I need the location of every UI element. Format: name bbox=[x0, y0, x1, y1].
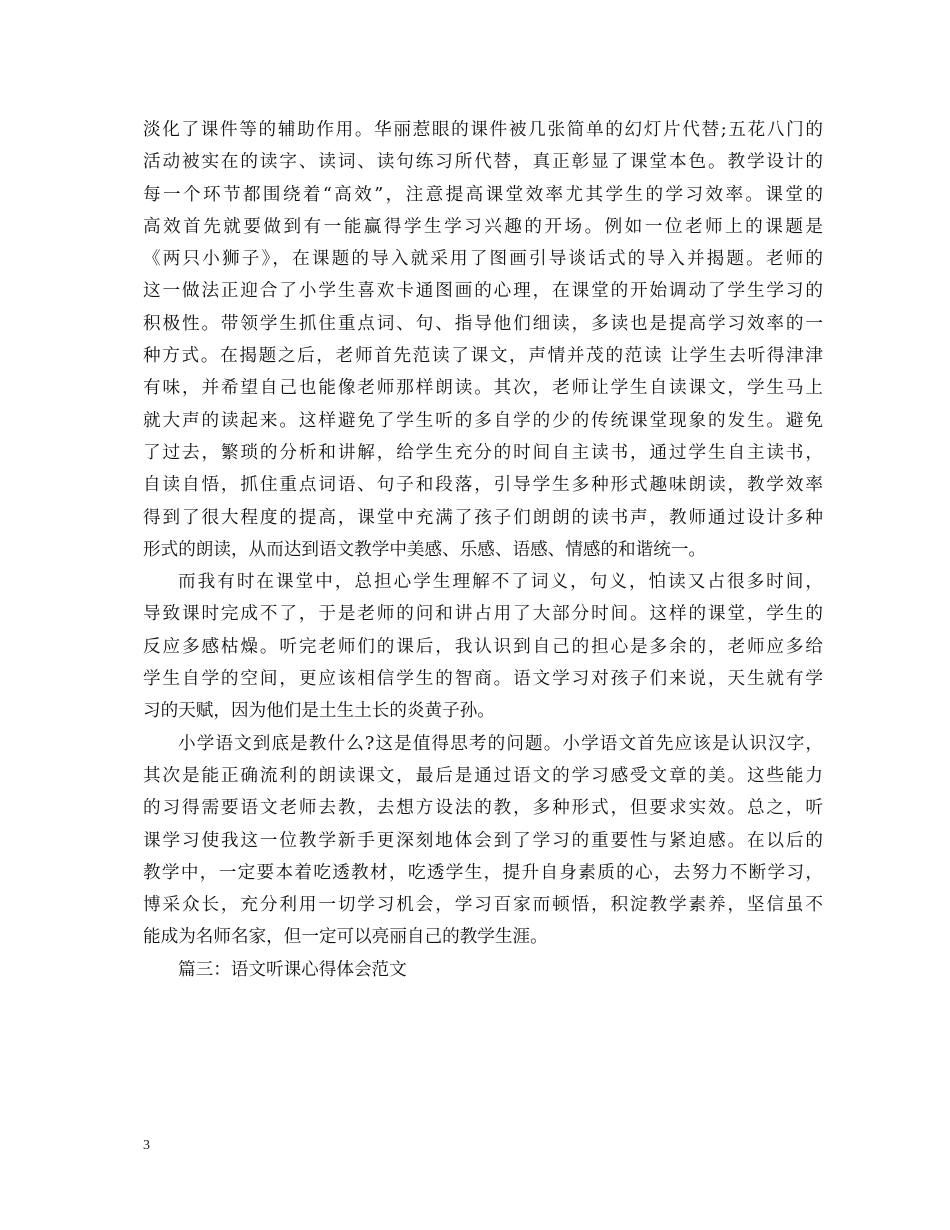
text-line: 这一做法正迎合了小学生喜欢卡通图画的心理，在课堂的开始调动了学生学习的 bbox=[143, 281, 823, 302]
page-number: 3 bbox=[143, 1138, 150, 1153]
text-line: 导致课时完成不了，于是老师的问和讲占用了大部分时间。这样的课堂，学生的 bbox=[143, 604, 823, 625]
text-line: 自读自悟，抓住重点词语、句子和段落，引导学生多种形式趣味朗读，教学效率 bbox=[143, 475, 823, 496]
text-line: 小学语文到底是教什么?这是值得思考的问题。小学语文首先应该是认识汉字， bbox=[178, 733, 823, 754]
paragraph bbox=[143, 566, 823, 727]
text-line: 《两只小狮子》，在课题的导入就采用了图画引导谈话式的导入并揭题。老师的 bbox=[143, 249, 823, 270]
text-line: 课学习使我这一位教学新手更深刻地体会到了学习的重要性与紧迫感。在以后的 bbox=[143, 830, 823, 851]
paragraph bbox=[143, 114, 823, 566]
text-line: 种方式。在揭题之后，老师首先范读了课文，声情并茂的范读 让学生去听得津津 bbox=[143, 346, 823, 367]
text-line: 反应多感枯燥。听完老师们的课后，我认识到自己的担心是多余的，老师应多给 bbox=[143, 636, 823, 657]
text-line: 学生自学的空间，更应该相信学生的智商。语文学习对孩子们来说，天生就有学 bbox=[143, 669, 823, 690]
text-line: 每一个环节都围绕着“高效”，注意提高课堂效率尤其学生的学习效率。课堂的 bbox=[143, 184, 823, 205]
text-line: 高效首先就要做到有一能赢得学生学习兴趣的开场。例如一位老师上的课题是 bbox=[143, 216, 823, 237]
paragraph bbox=[143, 954, 823, 986]
text-line: 有味，并希望自己也能像老师那样朗读。其次，老师让学生自读课文，学生马上 bbox=[143, 378, 823, 399]
text-line: 就大声的读起来。这样避免了学生听的多自学的少的传统课堂现象的发生。避免 bbox=[143, 410, 823, 431]
text-line: 了过去，繁琐的分析和讲解，给学生充分的时间自主读书，通过学生自主读书， bbox=[143, 442, 823, 463]
text-line: 形式的朗读，从而达到语文教学中美感、乐感、语感、情感的和谐统一。 bbox=[143, 539, 707, 560]
text-line: 积极性。带领学生抓住重点词、句、指导他们细读，多读也是提高学习效率的一 bbox=[143, 313, 823, 334]
text-line: 活动被实在的读字、读词、读句练习所代替，真正彰显了课堂本色。教学设计的 bbox=[143, 152, 823, 173]
text-line: 的习得需要语文老师去教，去想方设法的教，多种形式，但要求实效。总之，听 bbox=[143, 798, 823, 819]
text-line: 博采众长，充分利用一切学习机会，学习百家而顿悟，积淀教学素养，坚信虽不 bbox=[143, 895, 823, 916]
text-line: 篇三：语文听课心得体会范文 bbox=[178, 959, 407, 980]
text-line: 而我有时在课堂中，总担心学生理解不了词义，句义，怕读又占很多时间， bbox=[178, 572, 823, 593]
text-line: 其次是能正确流利的朗读课文，最后是通过语文的学习感受文章的美。这些能力 bbox=[143, 765, 823, 786]
text-line: 能成为名师名家，但一定可以亮丽自己的教学生涯。 bbox=[143, 927, 548, 948]
text-line: 习的天赋，因为他们是土生土长的炎黄子孙。 bbox=[143, 701, 495, 722]
text-line: 淡化了课件等的辅助作用。华丽惹眼的课件被几张简单的幻灯片代替;五花八门的 bbox=[143, 120, 823, 140]
text-line: 教学中，一定要本着吃透教材，吃透学生，提升自身素质的心，去努力不断学习， bbox=[143, 862, 823, 883]
paragraph bbox=[143, 728, 823, 954]
text-line: 得到了很大程度的提高，课堂中充满了孩子们朗朗的读书声，教师通过设计多种 bbox=[143, 507, 823, 528]
document-body bbox=[143, 114, 823, 986]
